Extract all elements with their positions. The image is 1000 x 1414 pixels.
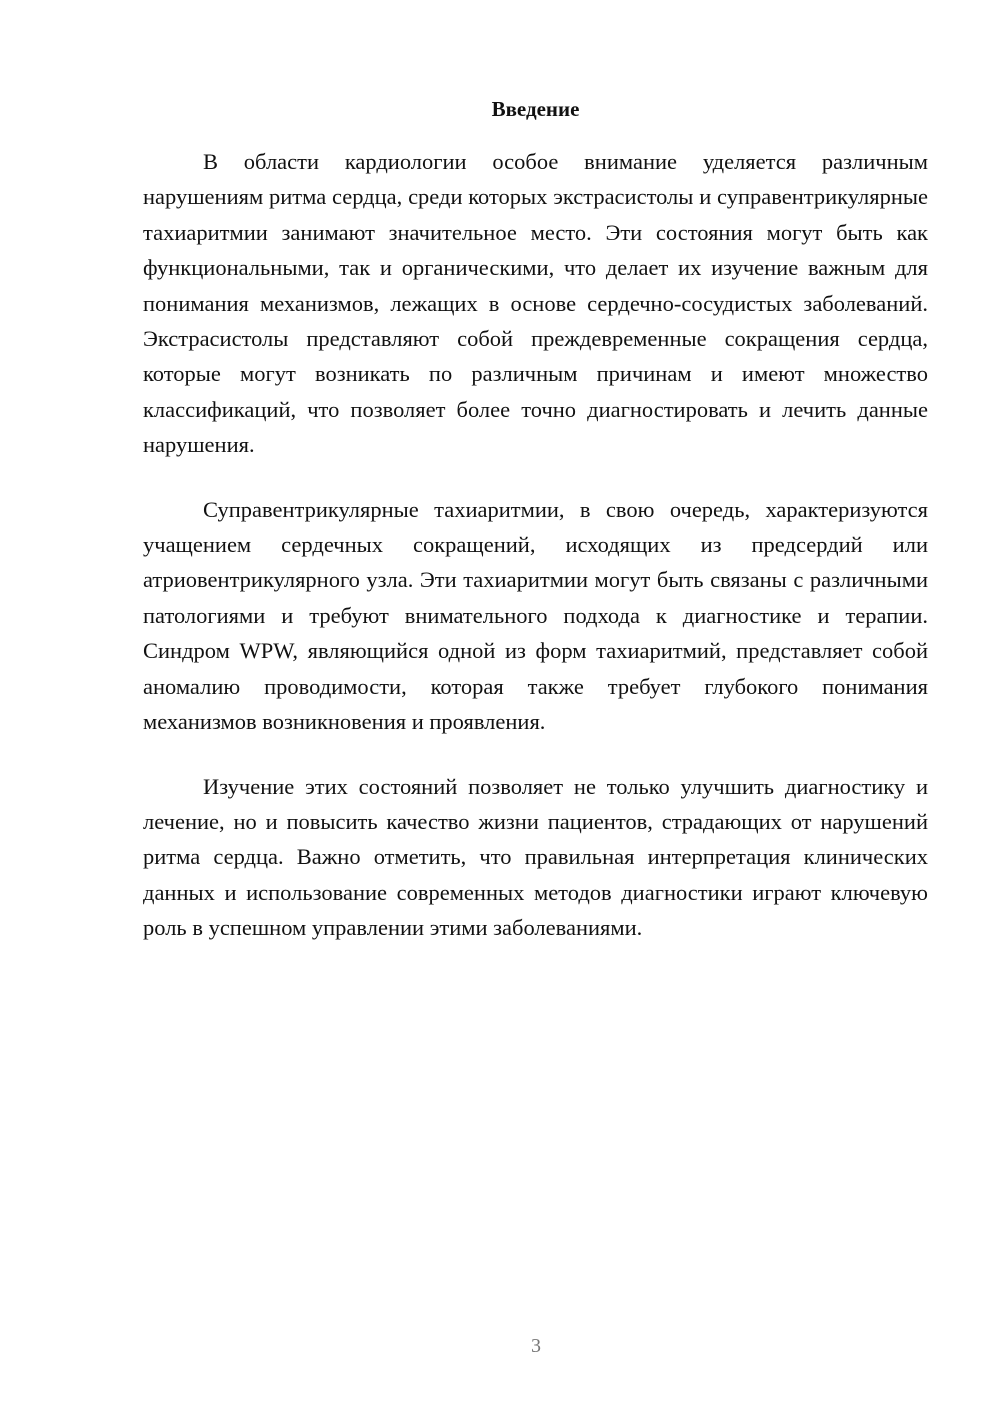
paragraph-3: Изучение этих состояний позволяет не только улучшить диагностику и лечение, но и повысить качество жизни пациентов, страдающих от нарушений ритма сердца. Важно отметить, что правильная интерпретация клинических данных и использование современных методов диагностики играют ключевую роль в успешном управлении этими заболеваниями. (143, 773, 928, 941)
section-title: Введение (491, 97, 580, 121)
page-content (143, 94, 928, 946)
paragraph-2: Суправентрикулярные тахиаритмии, в свою очередь, характеризуются учащением сердечных сокращений, исходящих из предсердий или атриовентрикулярного узла. Эти тахиаритмии могут быть связаны с различными патологиями и требуют внимательного подхода к диагностике и терапии. Синдром WPW, являющийся одной из форм тахиаритмий, представляет собой аномалию проводимости, которая также требует глубокого понимания механизмов возникновения и проявления. (143, 496, 928, 735)
paragraph-1: В области кардиологии особое внимание уделяется различным нарушениям ритма сердца, среди которых экстрасистолы и суправентрикулярные тахиаритмии занимают значительное место. Эти состояния могут быть как функциональными, так и органическими, что делает их изучение важным для понимания механизмов, лежащих в основе сердечно-сосудистых заболеваний. Экстрасистолы представляют собой преждевременные сокращения сердца, которые могут возникать по различным причинам и имеют множество классификаций, что позволяет более точно диагностировать и лечить данные нарушения. (143, 149, 928, 458)
page-number: 3 (531, 1335, 541, 1357)
